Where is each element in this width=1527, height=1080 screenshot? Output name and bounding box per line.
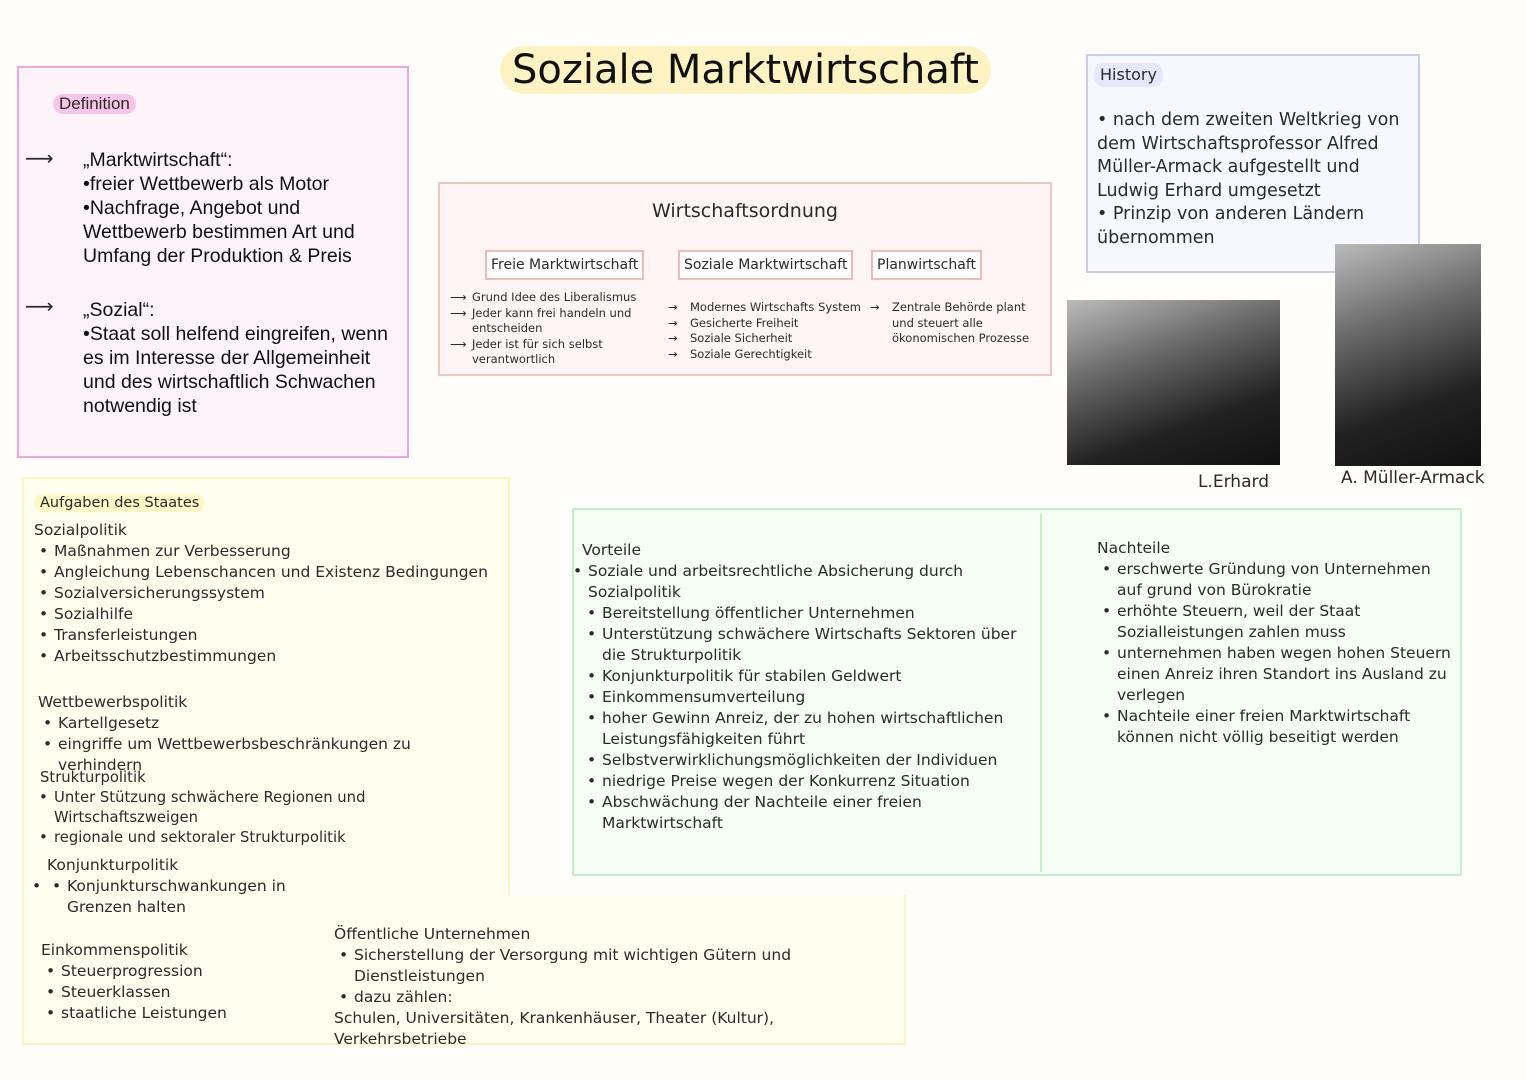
section-konjunkturpolitik [47, 855, 287, 918]
list-item: Grund Idee des Liberalismus [472, 290, 637, 304]
arrow-icon: → [668, 315, 678, 330]
def-heading: „Marktwirtschaft“: [83, 149, 233, 171]
vorteile-section [582, 540, 1037, 834]
section-title: Einkommenspolitik [41, 941, 188, 959]
list-item: Jeder ist für sich selbst verantwortlich [472, 336, 603, 366]
freie-list [450, 290, 650, 368]
list-item: • Bereitstellung öffentlicher Unternehmen [602, 603, 1037, 624]
def-line: •freier Wettbewerb als Motor [83, 173, 329, 195]
caption-mueller-armack: A. Müller-Armack [1341, 468, 1485, 488]
list-item: • eingriffe um Wettbewerbsbeschränkungen zu verhindern [58, 734, 498, 776]
list-item: • unternehmen haben wegen hohen Steuern einen Anreiz ihren Standort ins Ausland zu verlegen [1117, 643, 1452, 706]
plan-list [870, 300, 1042, 347]
list-item: • Transferleistungen [54, 625, 494, 646]
list-item: Modernes Wirtschafts System [690, 300, 861, 314]
arrow-icon: ⟶ [450, 336, 467, 351]
definition-sozial [83, 298, 403, 418]
category-soziale-marktwirtschaft: Soziale Marktwirtschaft [678, 250, 853, 280]
arrow-icon: → [668, 300, 678, 314]
category-freie-marktwirtschaft: Freie Marktwirtschaft [485, 250, 644, 280]
history-line: • nach dem zweiten Weltkrieg von dem Wirtschaftsprofessor Alfred Müller-Armack aufgestellt und Ludwig Erhard umgesetzt [1097, 110, 1400, 201]
section-einkommenspolitik [41, 940, 301, 1024]
list-item: • erhöhte Steuern, weil der Staat Sozialleistungen zahlen muss [1117, 601, 1452, 643]
list-item-text: Konjunkturschwankungen in Grenzen halten [67, 877, 286, 916]
nachteile-section [1097, 538, 1452, 748]
caption-erhard: L.Erhard [1198, 472, 1269, 492]
section-title: Öffentliche Unternehmen [334, 925, 531, 943]
section-title: Vorteile [582, 541, 642, 559]
list-item [47, 876, 287, 918]
list-item: • Konjunkturpolitik für stabilen Geldwert [602, 666, 1037, 687]
section-title: Sozialpolitik [34, 521, 127, 539]
soziale-list [668, 300, 868, 362]
section-title: Wettbewerbspolitik [38, 693, 188, 711]
list-item: Gesicherte Freiheit [690, 315, 799, 330]
list-item: • Kartellgesetz [58, 713, 498, 734]
list-item: • Sicherstellung der Versorgung mit wichtigen Gütern und Dienstleistungen [354, 945, 904, 987]
section-strukturpolitik [40, 768, 510, 848]
list-item: Zentrale Behörde plant und steuert alle ökonomischen Prozesse [892, 300, 1030, 345]
history-line: • Prinzip von anderen Ländern übernommen [1097, 204, 1365, 248]
definition-marktwirtschaft [83, 148, 403, 268]
list-item: • Selbstverwirklichungsmöglichkeiten der Individuen [602, 750, 1037, 771]
photo-erhard [1067, 300, 1280, 465]
aufgaben-label: Aufgaben des Staates [34, 494, 205, 512]
section-sozialpolitik [34, 520, 494, 667]
photo-mueller-armack [1335, 244, 1481, 466]
list-item: • Angleichung Lebenschancen und Existenz Bedingungen [54, 562, 494, 583]
list-item: • staatliche Leistungen [61, 1003, 301, 1024]
def-line: •Staat soll helfend eingreifen, wenn es im Interesse der Allgemeinheit und des wirtschaftlich Schwachen notwendig ist [83, 323, 388, 417]
list-item: • Arbeitsschutzbestimmungen [54, 646, 494, 667]
list-item: Jeder kann frei handeln und entscheiden [472, 305, 632, 335]
list-item: Soziale Gerechtigkeit [690, 346, 812, 361]
list-item: Soziale Sicherheit [690, 331, 793, 345]
arrow-icon: ⟶ [25, 146, 54, 170]
wirtschaftsordnung-title: Wirtschaftsordnung [652, 200, 838, 222]
list-item: • erschwerte Gründung von Unternehmen auf grund von Bürokratie [1117, 559, 1452, 601]
arrow-icon: → [870, 300, 880, 314]
list-item: • Unterstützung schwächere Wirtschafts Sektoren über die Strukturpolitik [602, 624, 1037, 666]
list-item: • Sozialhilfe [54, 604, 494, 625]
list-item: • Steuerklassen [61, 982, 301, 1003]
section-title: Konjunkturpolitik [47, 856, 179, 874]
list-item: • niedrige Preise wegen der Konkurrenz Situation [602, 771, 1037, 792]
wirtschaftsordnung-box [438, 182, 1052, 376]
list-item: • Soziale und arbeitsrechtliche Absicherung durch Sozialpolitik [588, 561, 1037, 603]
arrow-icon: ⟶ [450, 305, 467, 320]
def-line: •Nachfrage, Angebot und Wettbewerb bestimmen Art und Umfang der Produktion & Preis [83, 197, 355, 267]
list-item: • regionale und sektoraler Strukturpolitik [54, 828, 510, 848]
bullet: • • [52, 877, 62, 895]
arrow-icon: ⟶ [450, 290, 467, 304]
list-item: • Abschwächung der Nachteile einer freien Marktwirtschaft [602, 792, 1037, 834]
list-item: • Einkommensumverteilung [602, 687, 1037, 708]
def-heading: „Sozial“: [83, 299, 155, 321]
list-item: • hoher Gewinn Anreiz, der zu hohen wirtschaftlichen Leistungsfähigkeiten führt [602, 708, 1037, 750]
history-label: History [1094, 63, 1163, 87]
page-title: Soziale Marktwirtschaft [500, 46, 991, 94]
section-title: Nachteile [1097, 539, 1171, 557]
list-item: • Nachteile einer freien Marktwirtschaft können nicht völlig beseitigt werden [1117, 706, 1452, 748]
section-wettbewerbspolitik [38, 692, 498, 776]
section-oeffentliche-unternehmen [334, 924, 904, 1050]
definition-label: Definition [53, 94, 136, 114]
list-item: • Unter Stützung schwächere Regionen und Wirtschaftszweigen [54, 788, 510, 828]
history-box [1086, 54, 1420, 273]
arrow-icon: → [668, 346, 678, 361]
list-item: • Maßnahmen zur Verbesserung [54, 541, 494, 562]
list-item: • dazu zählen: [354, 987, 904, 1008]
category-planwirtschaft: Planwirtschaft [871, 250, 982, 280]
list-item: • Steuerprogression [61, 961, 301, 982]
section-title: Strukturpolitik [40, 769, 146, 786]
section-extra: Schulen, Universitäten, Krankenhäuser, Theater (Kultur), Verkehrsbetriebe [334, 1009, 775, 1048]
list-item: • Sozialversicherungssystem [54, 583, 494, 604]
divider [1040, 514, 1042, 872]
arrow-icon: → [668, 331, 678, 345]
definition-box [17, 66, 409, 458]
arrow-icon: ⟶ [25, 294, 54, 318]
